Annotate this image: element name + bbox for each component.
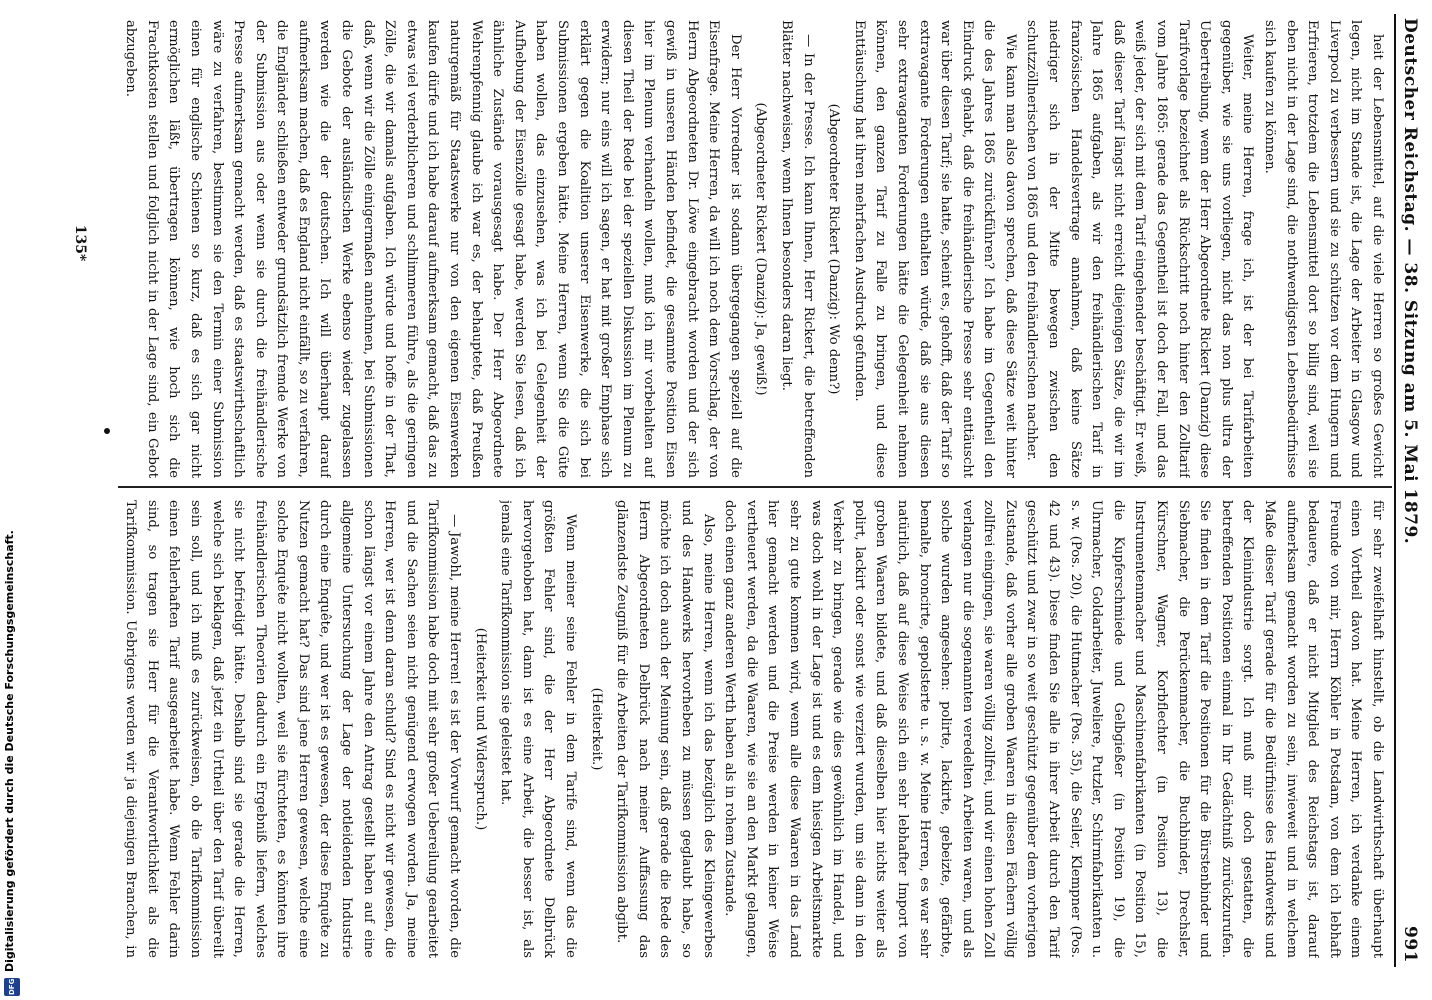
paragraph: für sehr zweifelhaft hinstellt, ob die Landwirthschaft überhaupt einen Vortheil davon hat. Meine Herren, ich verdanke einem Freunde von mir, Herrn Köhler in Potsdam, von dem ich lebhaft bedauere, daß er nicht Mitglied des Reichstags ist, darauf aufmerksam gemacht worden zu sein, inwieweit und in welchem Maße dieser Tarif gerade für die Bedürfnisse des Handwerks und der Kleinindustrie sorgt. Ich muß mir doch gestatten, die betreffenden Positionen einmal in Ihr Gedächtniß zurückzurufen. Sie finden in dem Tarif die Positionen für die Bürstenbinder und Siebmacher, die Perückenmacher, die Buchbinder, Drechsler, Kürschner, Wagner, Korbflechter (in Position 13), die Instrumentenmacher und Maschinenfabrikanten (in Position 15), die Kupferschmiede und Gelbgießer (in Position 19), die Uhrmacher, Goldarbeiter, Juweliere, Putzler, Schirmfabrikanten u. s. w. (Pos. 20), die Hutmacher (Pos. 35), die Seiler, Klempner (Pos. 42 und 43). Diese finden Sie alle in ihrer Arbeit durch den Tarif geschützt und zwar in so weit geschützt gegenüber dem vorherigen Zustande, daß vorher alle groben Waaren in diesen Fächern völlig zollfrei eingingen, sie waren völlig zollfrei, und wir einen hohen Zoll verlangen nur die sogenannten veredelten Arbeiten waren, und als solche wurden angesehen: polirte, lackirte, gebeizte, gefärbte, bemalte, broncirte, gepolsterte u. s. w. Meine Herren, es war sehr natürlich, daß auf diese Weise sich ein sehr lebhafter Import von groben Waaren bildete, und daß dieselben hier nichts weiter als polirt, lackirt oder sonst wie verziert wurden, um sie dann in den Verkehr zu bringen, gerade wie dies gewöhnlich im Handel, und was doch wohl in der Lage ist und es dem hiesigen Arbeitsmarkte sehr zu gute kommen wird, wenn alle diese Waaren in das Land hier gemacht werden und die Preise werden in keiner Weise vertheuert werden, da die Waaren, wie sie an den Markt gelangen, doch einen ganz anderen Werth haben als in rohem Zustande. bbox=[722, 500, 1385, 958]
left-margin bbox=[0, 0, 24, 1000]
digitization-note bbox=[0, 530, 24, 972]
interjection: (Abgeordneter Rickert (Danzig): Ja, gewiß!) bbox=[753, 102, 769, 396]
scanned-page bbox=[58, 8, 1428, 973]
paragraph: Wenn meiner seine Fehler in dem Tarife sind, wenn das die größten Fehler sind, die der Herr Abgeordnete Delbrück hervorgehoben hat, dann ist es eine Arbeit, die besser ist, als jemals eine Tarifkommission sie geleistet hat. bbox=[498, 500, 579, 958]
digitization-note-text: Digitalisierung gefördert durch die Deutsche Forschungsgemeinschaft. bbox=[3, 530, 16, 972]
page-header bbox=[1400, 18, 1428, 963]
signature-mark: 135* bbox=[72, 224, 88, 262]
column-divider bbox=[118, 486, 1392, 488]
interjection: (Heiterkeit und Widerspruch.) bbox=[472, 627, 488, 831]
ink-spot bbox=[104, 428, 110, 434]
paragraph: — Jawohl, meine Herren! es ist der Vorwurf gemacht worden, die Tarifkommission habe doch mit sehr großer Uebereilung gearbeitet und die Sachen seien nicht genügend erwogen worden. Ja, meine Herren, wer ist denn daran schuld? Sind es nicht wir gewesen, die schon längst vor einem Jahre den Antrag gestellt haben auf eine allgemeine Untersuchung der Lage der notleidenden Industrie durch eine Enquête, und wer ist es gewesen, der diese Enquête zu Nutzen gemacht hat? Das sind jene Herren gewesen, welche eine solche Enquête nicht wollten, weil sie fürchteten, es könnten ihre freihändlerischen Theorien dadurch ein Ergebniß liefern, welches sie nicht befriedigt hätte. Deshalb sind sie gerade die Herren, welche sich beklagen, daß jetzt ein Urtheil über den Tarif übereilt sein soll, und ich muß es zurückweisen, ob die Tarifkommission einen fehlerhaften Tarif ausgearbeitet habe. Wenn Fehler darin sind, so tragen sie Herr für die Verantwortlichkeit als die Tarifkommission. Uebrigens werden wir ja diejenigen Branchen, in bbox=[123, 500, 463, 958]
scanned-page-frame bbox=[58, 8, 1428, 973]
right-column bbox=[118, 500, 1388, 958]
paragraph: heit der Lebensmittel, auf die viele Herren so großes Gewicht legen, nicht im Stande ist, die Lage der Arbeiter in Glasgow und Liverpool zu verbessern und sie zu schützen vor dem Hungern und Erfrieren, trotzdem die Lebensmittel dort so billig sind, weil sie eben nicht in der Lage sind, die nothwendigsten Lebensbedürfnisse sich kaufen zu können. bbox=[1262, 20, 1385, 478]
paragraph: — In der Presse. Ich kann Ihnen, Herr Rickert, die betreffenden Blätter nachweisen, wenn Ihnen besonders daran liegt. bbox=[778, 20, 816, 478]
interjection: (Heiterkeit.) bbox=[588, 687, 604, 771]
paragraph: Wie kann man also davon sprechen, daß diese Sätze weit hinter die des Jahres 1865 zurückführen? Ich habe im Gegentheil den Eindruck gehabt, daß die freihändlerische Presse sehr enttäuscht war über diesen Tarif; sie hatte, scheint es, gehofft, daß der Tarif so extravagante Forderungen enthalten würde, daß sie aus diesen sehr extravaganten Forderungen hätte die Gelegenheit nehmen können, den ganzen Tarif zu Falle zu bringen, und diese Enttäuschung hat ihren mehrfachen Ausdruck gefunden. bbox=[851, 20, 1018, 478]
page-number: 991 bbox=[1400, 926, 1420, 963]
interjection: (Abgeordneter Rickert (Danzig): Wo denn?) bbox=[826, 103, 842, 395]
dfg-logo-icon: DFG bbox=[4, 978, 20, 996]
left-column bbox=[118, 20, 1388, 478]
paragraph: Weiter, meine Herren, frage ich, ist der bei Tarifarbeiten gegenüber, wie sie uns vorliegen, nicht das non plus ultra der Uebertreibung, wenn der Herr Abgeordnete Rickert (Danzig) diese Tarifvorlage bezeichnet als Rückschritt noch hinter den Zolltarif vom Jahre 1865: gerade das Gegentheil ist doch der Fall, und das weiß jeder, der sich mit dem Tarif eingehender beschäftigt. Er weiß, daß dieser Tarif längst nicht erreicht diejenigen Sätze, die wir im Jahre 1865 aufgaben, als wir den freihändlerischen Tarif in französischen Handelsvertrage annahmen, daß keine Sätze niedriger sich in der Mitte bewegen zwischen den schutzzöllnerischen von 1865 und den freihändlerischen nachher. bbox=[1024, 20, 1256, 478]
paragraph bbox=[118, 20, 120, 478]
page-header-title: Deutscher Reichstag. — 38. Sitzung am 5. Mai 1879. bbox=[1400, 18, 1420, 545]
paragraph: Also, meine Herren, wenn ich das bezüglich des Kleingewerbes und des Handwerks hervorheben zu müssen geglaubt habe, so möchte ich doch auch der Meinung sein, daß gerade die Rede des Herrn Abgeordneten Delbrück nach meiner Auffassung das glänzendste Zeugniß für die Arbeiten der Tarifkommission abgibt. bbox=[614, 500, 716, 958]
header-rule bbox=[1394, 14, 1396, 967]
paragraph: Der Herr Vorredner ist sodann übergegangen speziell auf die Eisenfrage. Meine Herren, da will ich noch dem Vorschlag, der von Herrn Abgeordneten Dr. Löwe eingebracht worden und der sich gewiß in unseren Händen befindet, die gesammte Position Eisen hier im Plenum verhandeln wollen, muß ich mir vorbehalten auf diesen Theil der Rede bei der speziellen Diskussion im Plenum zu erwidern; nur eins will ich sagen, er hat mit großer Emphase sich erklärt gegen die Koalition unserer Eisenwerke, die sich bei Submissionen ergeben hätte. Meine Herren, wenn Sie die Güte haben wollen, das einzusehen, was ich bei Gelegenheit der Aufhebung der Eisenzölle gesagt habe, werden Sie lesen, daß ich ähnliche Zustände vorausgesagt habe. Der Herr Abgeordnete Wehrenpfennig glaube ich war es, der behauptete, daß Preußen naturgemäß für Staatswerke nur von den eigenen Eisenwerken kaufen dürfe und ich habe darauf aufmerksam gemacht, daß das zu etwas viel verderblicheren und schlimmeren führe, als die geringen Zölle, die wir damals aufgaben. Ich würde und hoffe in der That, daß, wenn wir die Zölle einigermaßen annehmen, bei Submissionen die Gebote der ausländischen Werke ebenso wieder zugelassen werden wie die der deutschen. Ich will überhaupt darauf aufmerksam machen, daß es England nicht einfällt, so zu verfahren, die Engländer schließen entweder grundsätzlich fremde Werke von der Submission aus oder wenn sie durch die freihändlerische Presse aufmerksam gemacht werden, daß es staatswirthschaftlich wäre zu verfahren, bestimmen sie den Termin einer Submission einen für englische Schienen so kurz, daß es sich gar nicht ermöglichen läßt, übertragen können, wie hoch sich die Frachtkosten stellen und folglich nicht in der Lage sind, ein Gebot abzugeben. bbox=[123, 20, 743, 478]
